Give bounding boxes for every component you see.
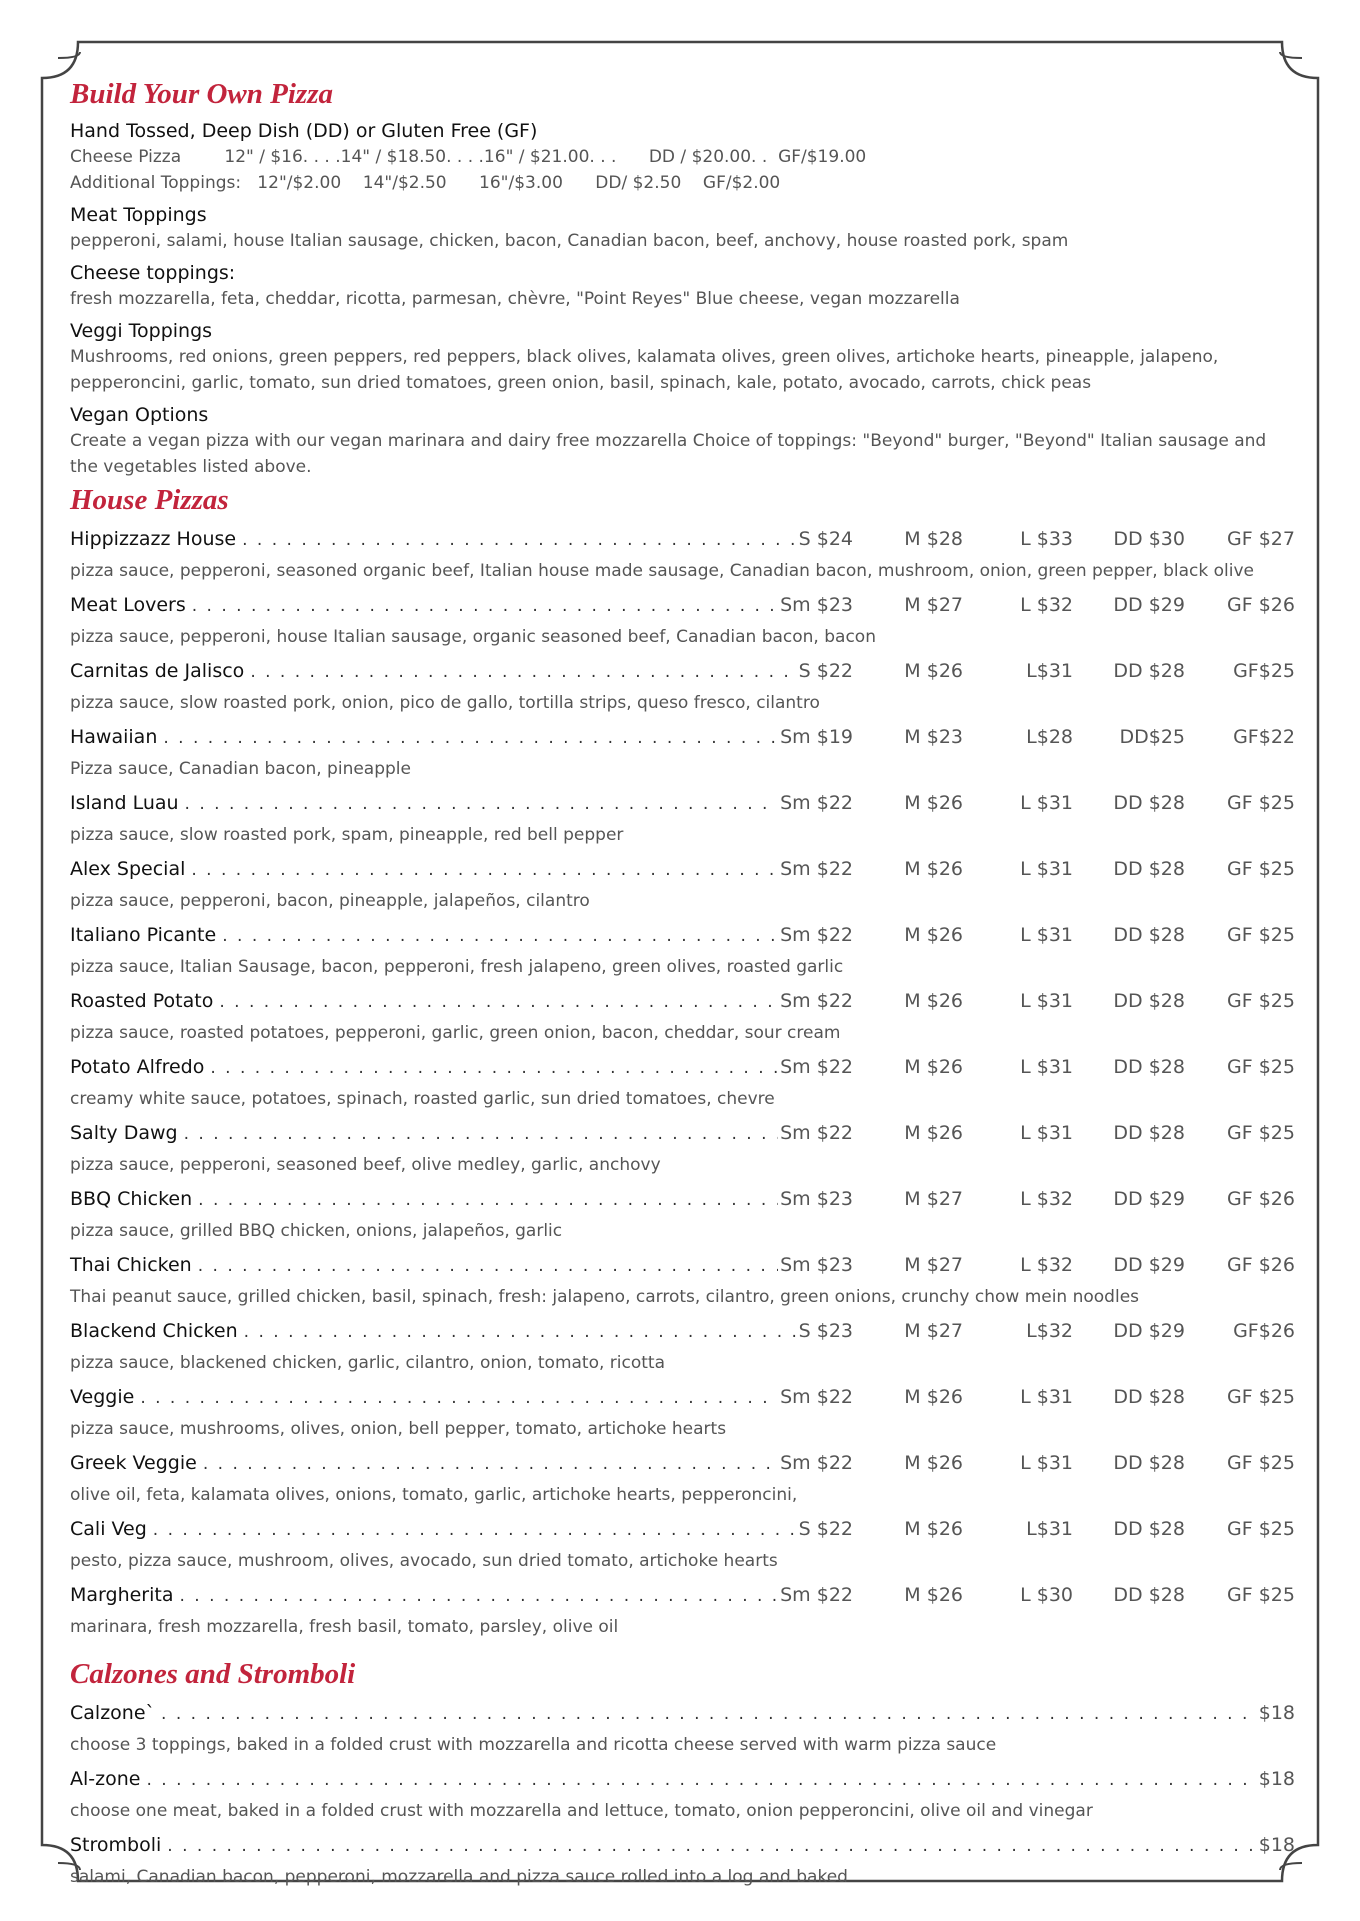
house-pizza-item — [70, 726, 1295, 782]
house-pizza-item — [70, 792, 1295, 848]
calzone-name: Stromboli — [70, 1834, 162, 1856]
price-gluten-free: GF $25 — [1227, 1386, 1295, 1408]
price-medium: M $26 — [904, 1386, 963, 1408]
price-gluten-free: GF$26 — [1233, 1320, 1295, 1342]
pizza-price-row — [70, 1320, 1295, 1350]
dot-leader — [244, 1322, 797, 1342]
pizza-name: Hippizzazz House — [70, 528, 237, 550]
crust-options — [70, 118, 1295, 196]
pizza-price-row — [70, 726, 1295, 756]
topping-group-text: Create a vegan pizza with our vegan marinara and dairy free mozzarella Choice of toppings: "Beyond" burger, "Beyond" Italian sausage and the vegetables listed above. — [70, 431, 1267, 477]
price-gluten-free: GF $27 — [1227, 528, 1295, 550]
house-pizza-item — [70, 1188, 1295, 1244]
section-title-house: House Pizzas — [70, 484, 229, 516]
pizza-name: Italiano Picante — [70, 924, 217, 946]
price-large: L $32 — [1020, 1254, 1073, 1276]
topping-group — [70, 260, 1295, 312]
house-pizza-item — [70, 1056, 1295, 1112]
pizza-price-row — [70, 1056, 1295, 1086]
pizza-price-row — [70, 924, 1295, 954]
price-small: S $22 — [798, 1518, 853, 1540]
dot-leader — [167, 1836, 1256, 1856]
price-deep-dish: DD $28 — [1113, 858, 1185, 880]
pizza-description: pizza sauce, blackened chicken, garlic, cilantro, onion, tomato, ricotta — [70, 1353, 665, 1373]
price-large: L$31 — [1026, 1518, 1073, 1540]
dot-leader — [242, 530, 797, 550]
price-medium: M $26 — [904, 1122, 963, 1144]
pizza-description: pizza sauce, pepperoni, bacon, pineapple, jalapeños, cilantro — [70, 891, 590, 911]
price-deep-dish: DD $28 — [1113, 990, 1185, 1012]
dot-leader — [219, 992, 778, 1012]
price-deep-dish: DD $28 — [1113, 1452, 1185, 1474]
pizza-price-row — [70, 1584, 1295, 1614]
price-deep-dish: DD $28 — [1113, 792, 1185, 814]
price-medium: M $27 — [904, 1188, 963, 1210]
dot-leader — [222, 926, 778, 946]
dot-leader — [153, 1520, 797, 1540]
house-pizza-list — [70, 528, 1295, 1640]
price-small: Sm $19 — [780, 726, 853, 748]
price-large: L $33 — [1020, 528, 1073, 550]
pizza-price-row — [70, 660, 1295, 690]
house-pizza-item — [70, 858, 1295, 914]
house-pizza-item — [70, 1584, 1295, 1640]
calzone-list — [70, 1702, 1295, 1890]
crust-heading: Hand Tossed, Deep Dish (DD) or Gluten Free (GF) — [70, 120, 538, 142]
price-gluten-free: GF $25 — [1227, 1122, 1295, 1144]
pizza-description: pizza sauce, slow roasted pork, spam, pineapple, red bell pepper — [70, 825, 624, 845]
pizza-description: olive oil, feta, kalamata olives, onions, tomato, garlic, artichoke hearts, pepperoncini, — [70, 1485, 798, 1505]
price-deep-dish: DD $28 — [1113, 924, 1185, 946]
price-deep-dish: DD $29 — [1113, 1188, 1185, 1210]
price-medium: M $26 — [904, 1452, 963, 1474]
price-small: Sm $23 — [780, 594, 853, 616]
price-small: Sm $22 — [780, 1452, 853, 1474]
price-small: Sm $22 — [780, 858, 853, 880]
price-large: L $31 — [1020, 990, 1073, 1012]
dot-leader — [191, 860, 778, 880]
house-pizza-item — [70, 990, 1295, 1046]
price-gluten-free: GF $25 — [1227, 1056, 1295, 1078]
pizza-name: Meat Lovers — [70, 594, 186, 616]
house-pizza-item — [70, 1386, 1295, 1442]
dot-leader — [192, 596, 778, 616]
dot-leader — [250, 662, 796, 682]
price-large: L$28 — [1026, 726, 1073, 748]
topping-group-heading: Vegan Options — [70, 404, 209, 426]
price-medium: M $26 — [904, 660, 963, 682]
price-medium: M $27 — [904, 1254, 963, 1276]
house-pizza-item — [70, 924, 1295, 980]
price-deep-dish: DD $28 — [1113, 1056, 1185, 1078]
price-small: Sm $22 — [780, 924, 853, 946]
house-pizza-item — [70, 528, 1295, 584]
price-small: Sm $22 — [780, 792, 853, 814]
price-gluten-free: GF $25 — [1227, 990, 1295, 1012]
pizza-description: pizza sauce, slow roasted pork, onion, pico de gallo, tortilla strips, queso fresco, cilantro — [70, 693, 820, 713]
price-large: L $30 — [1020, 1584, 1073, 1606]
pizza-description: pizza sauce, mushrooms, olives, onion, bell pepper, tomato, artichoke hearts — [70, 1419, 727, 1439]
pizza-price-row — [70, 594, 1295, 624]
dot-leader — [140, 1388, 778, 1408]
price-gluten-free: GF$25 — [1233, 660, 1295, 682]
pizza-price-row — [70, 792, 1295, 822]
dot-leader — [180, 1586, 779, 1606]
pizza-price-row — [70, 528, 1295, 558]
price-gluten-free: GF $26 — [1227, 594, 1295, 616]
house-pizza-item — [70, 594, 1295, 650]
pizza-description: pizza sauce, pepperoni, seasoned organic beef, Italian house made sausage, Canadian bacon, mushroom, onion, green pepper, black olive — [70, 561, 1254, 581]
topping-group — [70, 318, 1295, 396]
price-large: L$31 — [1026, 660, 1073, 682]
dot-leader — [161, 1704, 1257, 1724]
pizza-description: pizza sauce, Italian Sausage, bacon, pepperoni, fresh jalapeno, green olives, roasted garlic — [70, 957, 844, 977]
price-medium: M $26 — [904, 924, 963, 946]
dot-leader — [146, 1770, 1256, 1790]
price-large: L $31 — [1020, 1452, 1073, 1474]
price-gluten-free: GF$22 — [1233, 726, 1295, 748]
price-deep-dish: DD $28 — [1113, 1584, 1185, 1606]
pizza-price-row — [70, 858, 1295, 888]
calzone-description: choose one meat, baked in a folded crust with mozzarella and lettuce, tomato, onion pepperoncini, olive oil and vinegar — [70, 1801, 1093, 1821]
price-small: Sm $22 — [780, 1584, 853, 1606]
price-medium: M $26 — [904, 1584, 963, 1606]
pizza-description: creamy white sauce, potatoes, spinach, roasted garlic, sun dried tomatoes, chevre — [70, 1089, 775, 1109]
pizza-name: Carnitas de Jalisco — [70, 660, 245, 682]
calzone-item — [70, 1834, 1295, 1890]
price-gluten-free: GF $25 — [1227, 1584, 1295, 1606]
pizza-name: Island Luau — [70, 792, 179, 814]
house-pizza-item — [70, 1452, 1295, 1508]
price-gluten-free: GF $26 — [1227, 1188, 1295, 1210]
calzone-price-row — [70, 1768, 1295, 1798]
price-large: L $31 — [1020, 858, 1073, 880]
price-large: L $32 — [1020, 594, 1073, 616]
house-pizza-item — [70, 660, 1295, 716]
price-gluten-free: GF $25 — [1227, 924, 1295, 946]
pizza-name: Blackend Chicken — [70, 1320, 238, 1342]
additional-toppings-prices: Additional Toppings: 12"/$2.00 14"/$2.50 16"/$3.00 DD/ $2.50 GF/$2.00 — [70, 173, 781, 193]
dot-leader — [163, 728, 778, 748]
price-large: L $31 — [1020, 1122, 1073, 1144]
calzone-price: $18 — [1258, 1702, 1295, 1724]
price-small: Sm $22 — [780, 990, 853, 1012]
price-medium: M $27 — [904, 594, 963, 616]
calzone-price: $18 — [1258, 1768, 1295, 1790]
pizza-description: pizza sauce, pepperoni, seasoned beef, olive medley, garlic, anchovy — [70, 1155, 661, 1175]
dot-leader — [210, 1058, 778, 1078]
pizza-description: Pizza sauce, Canadian bacon, pineapple — [70, 759, 411, 779]
dot-leader — [184, 1124, 779, 1144]
calzone-price-row — [70, 1702, 1295, 1732]
pizza-name: Hawaiian — [70, 726, 158, 748]
price-medium: M $27 — [904, 1320, 963, 1342]
pizza-name: Salty Dawg — [70, 1122, 178, 1144]
pizza-price-row — [70, 1188, 1295, 1218]
calzone-price-row — [70, 1834, 1295, 1864]
pizza-name: BBQ Chicken — [70, 1188, 193, 1210]
price-medium: M $23 — [904, 726, 963, 748]
pizza-description: pizza sauce, roasted potatoes, pepperoni, garlic, green onion, bacon, cheddar, sour cream — [70, 1023, 841, 1043]
pizza-price-row — [70, 990, 1295, 1020]
topping-group-heading: Meat Toppings — [70, 204, 207, 226]
menu-content — [70, 70, 1295, 1900]
pizza-description: pizza sauce, grilled BBQ chicken, onions, jalapeños, garlic — [70, 1221, 563, 1241]
price-deep-dish: DD $29 — [1113, 1320, 1185, 1342]
price-large: L $31 — [1020, 1386, 1073, 1408]
pizza-name: Veggie — [70, 1386, 135, 1408]
pizza-price-row — [70, 1122, 1295, 1152]
price-deep-dish: DD$25 — [1119, 726, 1185, 748]
price-small: S $24 — [798, 528, 853, 550]
dot-leader — [185, 794, 779, 814]
price-medium: M $26 — [904, 990, 963, 1012]
calzone-item — [70, 1768, 1295, 1824]
price-deep-dish: DD $28 — [1113, 1518, 1185, 1540]
price-medium: M $26 — [904, 858, 963, 880]
price-gluten-free: GF $26 — [1227, 1254, 1295, 1276]
price-large: L $32 — [1020, 1188, 1073, 1210]
pizza-price-row — [70, 1452, 1295, 1482]
house-pizza-item — [70, 1518, 1295, 1574]
price-small: Sm $22 — [780, 1056, 853, 1078]
cheese-pizza-prices: Cheese Pizza 12" / $16. . . .14" / $18.50. . . .16" / $21.00. . . DD / $20.00. . GF/$19.00 — [70, 147, 867, 167]
dot-leader — [198, 1190, 778, 1210]
calzone-description: salami, Canadian bacon, pepperoni, mozzarella and pizza sauce rolled into a log and baked — [70, 1867, 848, 1887]
pizza-description: pizza sauce, pepperoni, house Italian sausage, organic seasoned beef, Canadian bacon, bacon — [70, 627, 876, 647]
price-deep-dish: DD $28 — [1113, 1122, 1185, 1144]
topping-group-text: Mushrooms, red onions, green peppers, red peppers, black olives, kalamata olives, green olives, artichoke hearts, pineapple, jalapeno, pepperoncini, garlic, tomato, sun dried tomatoes, green onion, basil, spinach, kale, potato, avocado, carrots, chick peas — [70, 347, 1219, 393]
pizza-description: marinara, fresh mozzarella, fresh basil, tomato, parsley, olive oil — [70, 1617, 619, 1637]
pizza-price-row — [70, 1518, 1295, 1548]
topping-group-heading: Cheese toppings: — [70, 262, 236, 284]
dot-leader — [198, 1256, 778, 1276]
calzone-name: Al-zone — [70, 1768, 141, 1790]
price-deep-dish: DD $28 — [1113, 1386, 1185, 1408]
house-pizza-item — [70, 1254, 1295, 1310]
price-gluten-free: GF $25 — [1227, 792, 1295, 814]
price-deep-dish: DD $29 — [1113, 594, 1185, 616]
pizza-name: Greek Veggie — [70, 1452, 197, 1474]
price-small: Sm $22 — [780, 1386, 853, 1408]
topping-group — [70, 202, 1295, 254]
pizza-description: Thai peanut sauce, grilled chicken, basil, spinach, fresh: jalapeno, carrots, cilantro, green onions, crunchy chow mein noodles — [70, 1287, 1140, 1307]
topping-group-heading: Veggi Toppings — [70, 320, 213, 342]
calzone-name: Calzone` — [70, 1702, 156, 1724]
pizza-name: Alex Special — [70, 858, 186, 880]
pizza-price-row — [70, 1386, 1295, 1416]
price-large: L $31 — [1020, 792, 1073, 814]
pizza-description: pesto, pizza sauce, mushroom, olives, avocado, sun dried tomato, artichoke hearts — [70, 1551, 778, 1571]
section-title-byo: Build Your Own Pizza — [70, 78, 333, 110]
pizza-name: Roasted Potato — [70, 990, 214, 1012]
price-gluten-free: GF $25 — [1227, 858, 1295, 880]
price-small: Sm $23 — [780, 1254, 853, 1276]
price-gluten-free: GF $25 — [1227, 1452, 1295, 1474]
pizza-name: Thai Chicken — [70, 1254, 192, 1276]
price-medium: M $26 — [904, 1518, 963, 1540]
price-gluten-free: GF $25 — [1227, 1518, 1295, 1540]
price-large: L$32 — [1026, 1320, 1073, 1342]
price-large: L $31 — [1020, 924, 1073, 946]
topping-group — [70, 402, 1295, 480]
house-pizza-item — [70, 1122, 1295, 1178]
price-small: Sm $23 — [780, 1188, 853, 1210]
dot-leader — [203, 1454, 778, 1474]
topping-group-text: fresh mozzarella, feta, cheddar, ricotta, parmesan, chèvre, "Point Reyes" Blue cheese, vegan mozzarella — [70, 289, 960, 309]
price-deep-dish: DD $28 — [1113, 660, 1185, 682]
house-pizza-item — [70, 1320, 1295, 1376]
price-medium: M $28 — [904, 528, 963, 550]
price-small: S $22 — [798, 660, 853, 682]
calzone-price: $18 — [1258, 1834, 1295, 1856]
price-small: S $23 — [798, 1320, 853, 1342]
price-large: L $31 — [1020, 1056, 1073, 1078]
price-deep-dish: DD $29 — [1113, 1254, 1185, 1276]
calzone-description: choose 3 toppings, baked in a folded crust with mozzarella and ricotta cheese served with warm pizza sauce — [70, 1735, 997, 1755]
pizza-name: Potato Alfredo — [70, 1056, 205, 1078]
pizza-price-row — [70, 1254, 1295, 1284]
section-title-calzones: Calzones and Stromboli — [70, 1658, 356, 1690]
topping-group-text: pepperoni, salami, house Italian sausage, chicken, bacon, Canadian bacon, beef, anchovy, house roasted pork, spam — [70, 231, 1069, 251]
pizza-name: Margherita — [70, 1584, 174, 1606]
price-medium: M $26 — [904, 1056, 963, 1078]
price-deep-dish: DD $30 — [1113, 528, 1185, 550]
price-medium: M $26 — [904, 792, 963, 814]
calzone-item — [70, 1702, 1295, 1758]
pizza-name: Cali Veg — [70, 1518, 147, 1540]
price-small: Sm $22 — [780, 1122, 853, 1144]
